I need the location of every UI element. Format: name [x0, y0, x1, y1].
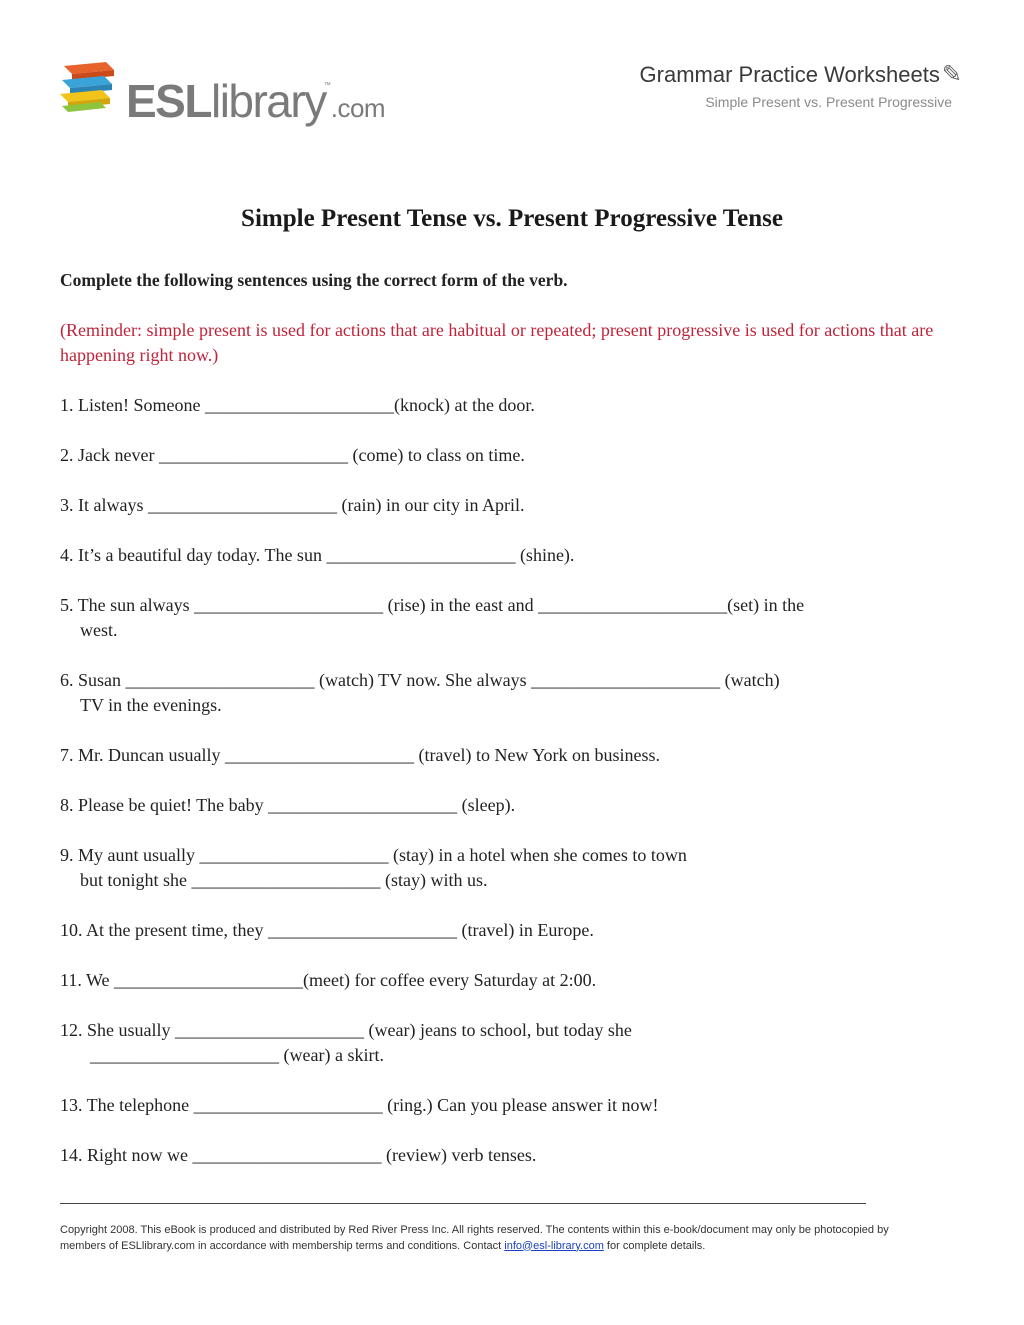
question-1: 1. Listen! Someone _____________________(knock) at the door. [60, 395, 535, 415]
pencil-icon: ✎ [941, 61, 962, 88]
esl-library-logo [60, 56, 386, 127]
question-8: 8. Please be quiet! The baby _____________________ (sleep). [60, 795, 516, 815]
question-5: 5. The sun always _____________________ (rise) in the east and _____________________(set) in the west. [60, 595, 805, 640]
book-stack-icon [60, 58, 118, 116]
worksheet-body [60, 268, 940, 1193]
logo-wordmark: ESLlibrary™.com [126, 75, 386, 127]
question-9: 9. My aunt usually _____________________ (stay) in a hotel when she comes to town but tonight she _____________________ (stay) with us. [60, 845, 687, 890]
question-6: 6. Susan _____________________ (watch) TV now. She always _____________________ (watch) TV in the evenings. [60, 670, 780, 715]
question-7: 7. Mr. Duncan usually _____________________ (travel) to New York on business. [60, 745, 660, 765]
reminder-note: (Reminder: simple present is used for actions that are habitual or repeated; present progressive is used for actions that are happening right now.) [60, 320, 934, 365]
question-13: 13. The telephone _____________________ (ring.) Can you please answer it now! [60, 1095, 659, 1115]
brand-title: Grammar Practice Worksheets✎ [639, 61, 962, 88]
footer-divider [60, 1203, 866, 1204]
question-3: 3. It always _____________________ (rain) in our city in April. [60, 495, 525, 515]
question-2: 2. Jack never _____________________ (come) to class on time. [60, 445, 525, 465]
question-10: 10. At the present time, they _____________________ (travel) in Europe. [60, 920, 594, 940]
question-11: 11. We _____________________(meet) for coffee every Saturday at 2:00. [60, 970, 597, 990]
question-4: 4. It’s a beautiful day today. The sun _____________________ (shine). [60, 545, 575, 565]
worksheet-branding [640, 60, 962, 110]
instructions: Complete the following sentences using the correct form of the verb. [60, 270, 568, 290]
page-header [0, 0, 1024, 130]
brand-subtitle: Simple Present vs. Present Progressive [705, 94, 952, 110]
question-12: 12. She usually _____________________ (wear) jeans to school, but today she _____________________ (wear) a skirt. [60, 1020, 632, 1065]
copyright-footer: Copyright 2008. This eBook is produced and distributed by Red River Press Inc. All rights reserved. The contents within this e-book/document may only be photocopied by members of ESLlibrary.com in accordance with membership terms and conditions. Contact info@esl-library.com for complete details. [60, 1224, 889, 1252]
contact-email-link[interactable]: info@esl-library.com [504, 1239, 604, 1252]
question-list [60, 393, 940, 1168]
page-title: Simple Present Tense vs. Present Progressive Tense [241, 205, 783, 232]
question-14: 14. Right now we _____________________ (review) verb tenses. [60, 1145, 537, 1165]
